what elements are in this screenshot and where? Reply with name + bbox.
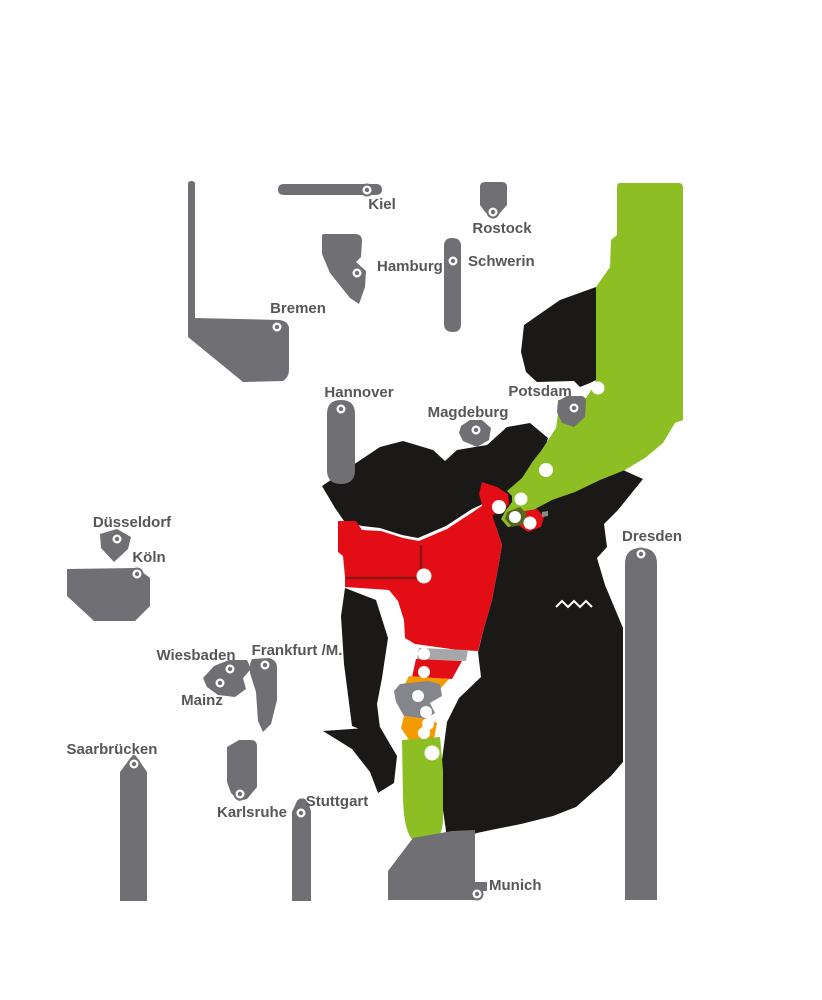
pin-schwerin	[444, 238, 461, 332]
city-label-rostock: Rostock	[472, 220, 532, 237]
pin-marker-center-rostock	[491, 210, 495, 214]
city-label-schwerin: Schwerin	[468, 253, 535, 270]
city-label-magdeburg: Magdeburg	[427, 404, 509, 421]
pin-marker-center-mainz	[218, 681, 222, 685]
pin-marker-center-karlsruhe	[238, 792, 242, 796]
region-black-wedge-southwest	[323, 727, 397, 793]
city-label-munich: Munich	[489, 877, 542, 894]
city-label-stuttgart: Stuttgart	[305, 793, 369, 810]
pin-dresden	[625, 548, 657, 900]
pin-marker-center-wiesbaden	[228, 667, 232, 671]
route-marker-7	[417, 569, 432, 584]
pin-marker-center-koeln	[135, 572, 139, 576]
pin-marker-center-hannover	[339, 407, 343, 411]
city-label-karlsruhe: Karlsruhe	[216, 804, 288, 821]
route-marker-1	[592, 382, 605, 395]
city-label-hamburg: Hamburg	[377, 258, 443, 275]
pin-marker-center-hamburg	[355, 271, 359, 275]
pin-marker-center-dresden	[639, 552, 643, 556]
pin-marker-center-magdeburg	[474, 428, 478, 432]
region-black-strip-southwest	[341, 588, 388, 730]
city-label-kiel: Kiel	[368, 196, 396, 213]
route-marker-11	[420, 706, 432, 718]
pin-saarbruecken	[120, 755, 147, 901]
route-marker-4	[492, 500, 506, 514]
pin-marker-center-duesseldorf	[115, 537, 119, 541]
route-marker-14	[425, 746, 440, 761]
city-label-bremen: Bremen	[270, 300, 326, 317]
pin-bremen	[188, 181, 289, 382]
city-label-mainz: Mainz	[181, 692, 223, 709]
city-label-saarbruecken: Saarbrücken	[66, 741, 158, 758]
route-marker-9	[418, 666, 430, 678]
pin-marker-center-saarbruecken	[132, 762, 136, 766]
region-black-blob-berlin-south	[521, 287, 596, 387]
pin-marker-center-schwerin	[451, 259, 455, 263]
city-label-potsdam: Potsdam	[508, 383, 572, 400]
route-marker-2	[539, 463, 553, 477]
pin-marker-center-potsdam	[572, 406, 576, 410]
pin-marker-center-bremen	[275, 325, 279, 329]
city-label-dresden: Dresden	[621, 528, 683, 545]
pin-marker-center-kiel	[365, 188, 369, 192]
pin-munich	[388, 830, 487, 900]
city-label-koeln: Köln	[132, 549, 166, 566]
route-marker-6	[524, 517, 537, 530]
route-marker-5	[509, 511, 521, 523]
pin-marker-center-frankfurt-m	[263, 663, 267, 667]
route-marker-3	[515, 493, 528, 506]
pin-marker-center-munich	[475, 892, 479, 896]
region-gray-nub	[542, 511, 548, 517]
city-label-wiesbaden: Wiesbaden	[156, 647, 236, 664]
city-label-hannover: Hannover	[324, 384, 394, 401]
route-marker-13	[418, 727, 430, 739]
route-marker-8	[418, 648, 430, 660]
city-label-duesseldorf: Düsseldorf	[92, 514, 172, 531]
city-label-frankfurt-m: Frankfurt /M.	[251, 642, 343, 659]
pin-marker-center-stuttgart	[299, 811, 303, 815]
route-marker-10	[412, 690, 424, 702]
